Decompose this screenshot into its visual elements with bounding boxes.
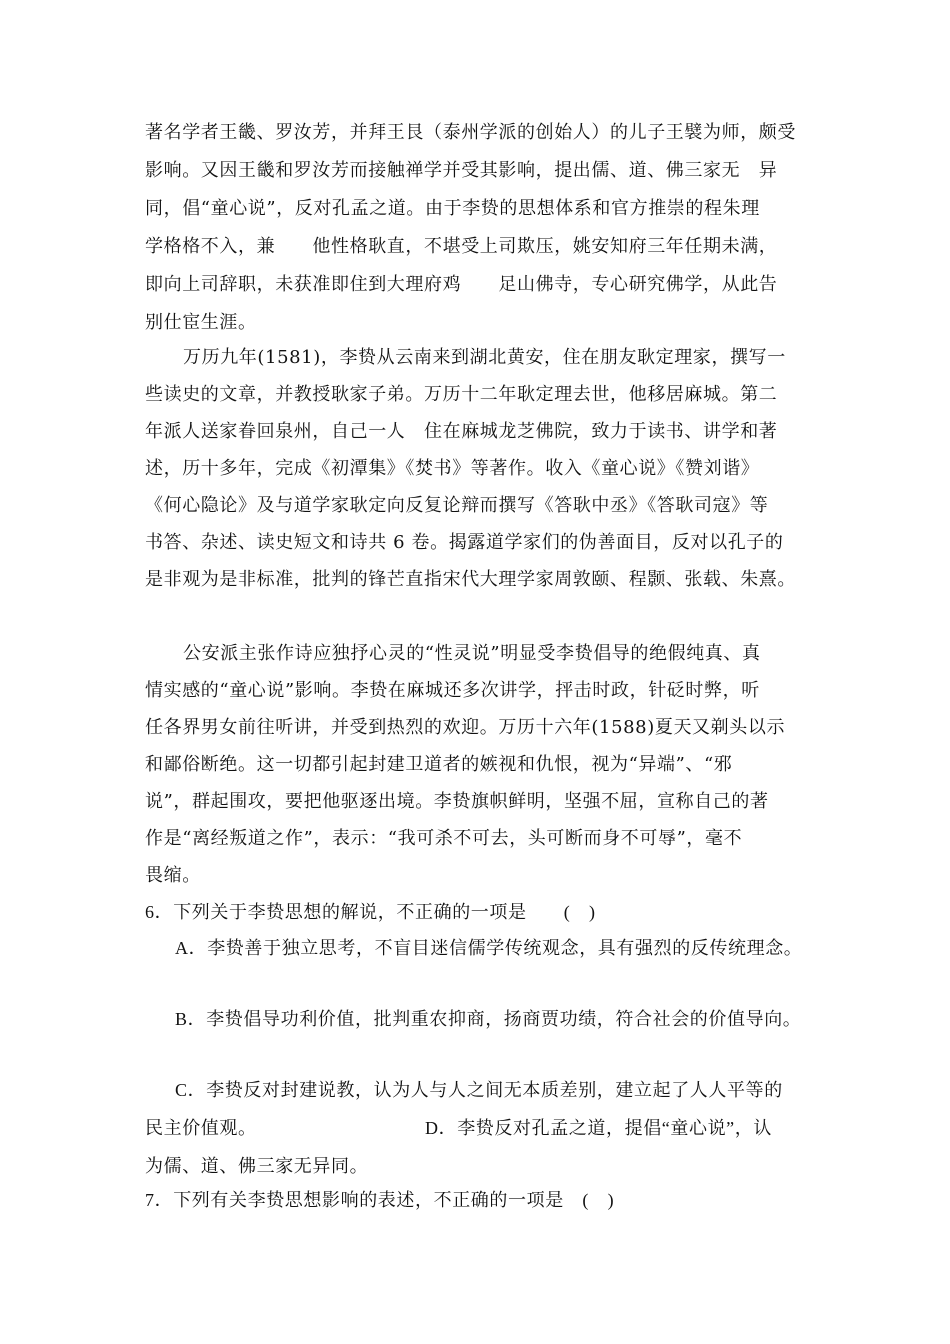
passage-p2-line-5: 《何心隐论》及与道学家耿定向反复论辩而撰写《答耿中丞》《答耿司寇》等 [145, 495, 769, 516]
passage-p1-line-6: 别仕宦生涯。 [145, 312, 257, 333]
passage-p2-line-3: 年派人送家眷回泉州，自己一人 住在麻城龙芝佛院，致力于读书、讲学和著 [145, 421, 778, 442]
passage-p2-line-6: 书答、杂述、读史短文和诗共 6 卷。揭露道学家们的伪善面目，反对以孔子的 [145, 532, 784, 553]
passage-p2-line-1: 万历九年(1581)，李贽从云南来到湖北黄安，住在朋友耿定理家，撰写一 [183, 347, 786, 368]
passage-p1-line-1: 著名学者王畿、罗汝芳，并拜王艮（泰州学派的创始人）的儿子王襞为师，颇受 [145, 122, 796, 143]
question-6-option-b: B．李贽倡导功利价值，批判重农抑商，扬商贾功绩，符合社会的价值导向。 [175, 1009, 802, 1029]
passage-p2-line-7: 是非观为是非标准，批判的锋芒直指宋代大理学家周敦颐、程颢、张载、朱熹。 [145, 569, 796, 590]
question-6-stem: 6．下列关于李贽思想的解说，不正确的一项是 ( ) [145, 902, 596, 922]
question-6-option-d-line-2: 为儒、道、佛三家无异同。 [145, 1156, 369, 1176]
passage-p3-line-4: 和鄙俗断绝。这一切都引起封建卫道者的嫉视和仇恨，视为“异端”、“邪 [145, 754, 733, 775]
passage-p3-line-7: 畏缩。 [145, 865, 201, 886]
passage-p1-line-3: 同，倡“童心说”，反对孔孟之道。由于李贽的思想体系和官方推崇的程朱理 [145, 198, 760, 219]
passage-p1-line-4: 学格格不入，兼 他性格耿直，不堪受上司欺压，姚安知府三年任期未满， [145, 236, 778, 257]
passage-p3-line-2: 情实感的“童心说”影响。李贽在麻城还多次讲学，抨击时政，针砭时弊，听 [145, 680, 760, 701]
passage-p3-line-5: 说”，群起围攻，要把他驱逐出境。李贽旗帜鲜明，坚强不屈，宣称自己的著 [145, 791, 769, 812]
question-6-option-c-line-1: C．李贽反对封建说教，认为人与人之间无本质差别，建立起了人人平等的 [175, 1080, 783, 1100]
passage-p3-line-6: 作是“离经叛道之作”，表示：“我可杀不可去，头可断而身不可辱”，毫不 [145, 828, 743, 849]
passage-p3-line-1: 公安派主张作诗应独抒心灵的“性灵说”明显受李贽倡导的绝假纯真、真 [183, 643, 761, 664]
question-7-stem: 7．下列有关李贽思想影响的表述，不正确的一项是 ( ) [145, 1190, 615, 1210]
question-6-option-a: A．李贽善于独立思考，不盲目迷信儒学传统观念，具有强烈的反传统理念。 [175, 938, 803, 958]
passage-p2-line-2: 些读史的文章，并教授耿家子弟。万历十二年耿定理去世，他移居麻城。第二 [145, 384, 778, 405]
passage-p2-line-4: 述，历十多年，完成《初潭集》《焚书》等著作。收入《童心说》《赞刘谐》 [145, 458, 760, 479]
passage-p1-line-2: 影响。又因王畿和罗汝芳而接触禅学并受其影响，提出儒、道、佛三家无 异 [145, 160, 778, 181]
question-6-option-c-line-2: 民主价值观。 [145, 1118, 257, 1138]
question-6-option-d-line-1: D．李贽反对孔孟之道，提倡“童心说”，认 [425, 1118, 772, 1138]
passage-p3-line-3: 任各界男女前往听讲，并受到热烈的欢迎。万历十六年(1588)夏天又剃头以示 [145, 717, 786, 738]
passage-p1-line-5: 即向上司辞职，未获准即住到大理府鸡 足山佛寺，专心研究佛学，从此告 [145, 274, 778, 295]
